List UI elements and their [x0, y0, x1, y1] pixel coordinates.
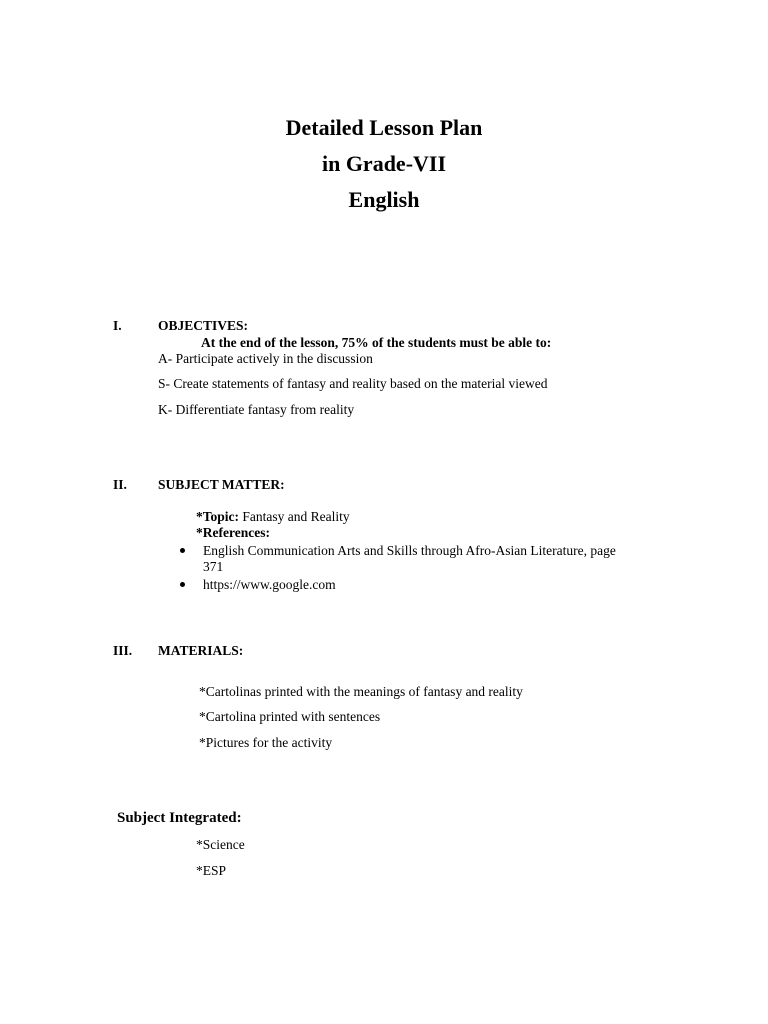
bullet-icon: [180, 582, 185, 587]
references-label: *References:: [196, 525, 270, 540]
materials-heading: MATERIALS:: [158, 643, 244, 658]
objectives-heading: OBJECTIVES:: [158, 318, 249, 333]
topic-value: Fantasy and Reality: [239, 509, 350, 524]
material-item: *Cartolinas printed with the meanings of fantasy and reality: [199, 684, 523, 699]
topic-line: [196, 509, 350, 525]
objective-item-affective: A- Participate actively in the discussion: [158, 351, 373, 366]
integrated-subject-item: *Science: [196, 837, 245, 852]
reference-item-link: https://www.google.com: [203, 577, 336, 592]
objective-item-knowledge: K- Differentiate fantasy from reality: [158, 402, 355, 417]
objectives-intro: At the end of the lesson, 75% of the students must be able to:: [201, 335, 552, 350]
document-title-line-3: English: [348, 187, 420, 212]
objective-item-skill: S- Create statements of fantasy and reality based on the material viewed: [158, 376, 548, 391]
reference-item-book: English Communication Arts and Skills through Afro-Asian Literature, page: [203, 543, 616, 558]
topic-label: *Topic:: [196, 509, 240, 524]
document-title-line-1: Detailed Lesson Plan: [285, 115, 483, 140]
subject-matter-numeral: II.: [113, 477, 127, 492]
subject-matter-heading: SUBJECT MATTER:: [158, 477, 285, 492]
bullet-icon: [180, 548, 185, 553]
integrated-subject-item: *ESP: [196, 863, 227, 878]
reference-item-book-page: 371: [203, 559, 224, 574]
subject-integrated-heading: Subject Integrated:: [117, 810, 242, 826]
materials-numeral: III.: [113, 643, 133, 658]
material-item: *Pictures for the activity: [199, 735, 333, 750]
document-title-line-2: in Grade-VII: [321, 151, 447, 176]
objectives-numeral: I.: [113, 318, 122, 333]
material-item: *Cartolina printed with sentences: [199, 709, 381, 724]
